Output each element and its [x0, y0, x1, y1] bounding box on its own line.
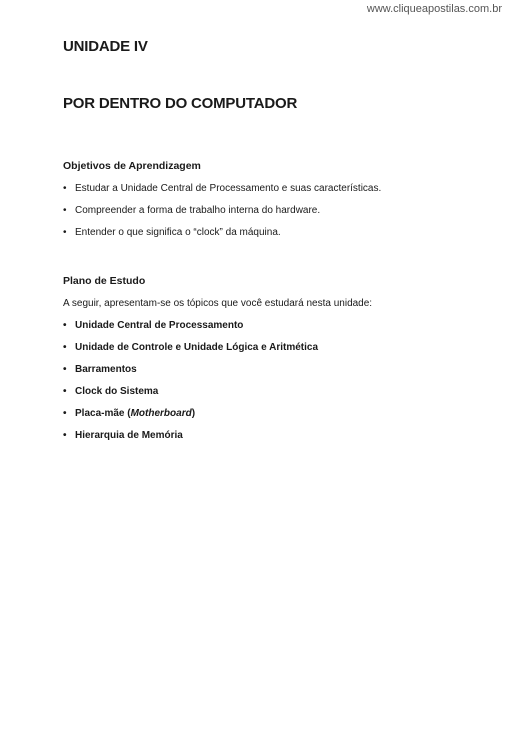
objectives-heading: Objetivos de Aprendizagem: [63, 160, 201, 172]
bullet-icon: •: [63, 227, 67, 238]
bullet-icon: •: [63, 320, 67, 331]
topic-item: [63, 428, 463, 450]
chapter-title: POR DENTRO DO COMPUTADOR: [63, 95, 298, 112]
bullet-icon: •: [63, 386, 67, 397]
bullet-icon: •: [63, 364, 67, 375]
plan-topic-list: [63, 318, 463, 450]
objective-text: Estudar a Unidade Central de Processamento e suas características.: [75, 183, 382, 194]
topic-item: [63, 406, 463, 428]
topic-text-prefix: Placa-mãe (: [75, 408, 131, 419]
topic-text: Unidade de Controle e Unidade Lógica e Aritmética: [75, 342, 319, 353]
topic-text: Unidade Central de Processamento: [75, 320, 244, 331]
objective-item: [63, 181, 463, 203]
plan-heading: Plano de Estudo: [63, 275, 146, 287]
bullet-icon: •: [63, 183, 67, 194]
topic-text-emphasis: Motherboard: [130, 408, 192, 419]
objective-item: [63, 203, 463, 225]
site-watermark: www.cliqueapostilas.com.br: [366, 3, 502, 15]
objective-item: [63, 225, 463, 247]
learning-objectives-section: [63, 159, 463, 247]
study-plan-section: [63, 274, 463, 450]
topic-item: [63, 384, 463, 406]
topic-text: Clock do Sistema: [75, 386, 159, 397]
topic-text-suffix: ): [191, 408, 196, 419]
bullet-icon: •: [63, 430, 67, 441]
plan-intro: A seguir, apresentam-se os tópicos que você estudará nesta unidade:: [63, 298, 373, 309]
bullet-icon: •: [63, 205, 67, 216]
unit-title: UNIDADE IV: [63, 38, 148, 55]
bullet-icon: •: [63, 408, 67, 419]
topic-item: [63, 318, 463, 340]
topic-item: [63, 362, 463, 384]
bullet-icon: •: [63, 342, 67, 353]
topic-text: Hierarquia de Memória: [75, 430, 183, 441]
objective-text: Compreender a forma de trabalho interna do hardware.: [75, 205, 321, 216]
topic-item: [63, 340, 463, 362]
topic-text: Barramentos: [75, 364, 137, 375]
objective-text: Entender o que significa o “clock” da máquina.: [75, 227, 281, 238]
objectives-list: [63, 181, 463, 247]
